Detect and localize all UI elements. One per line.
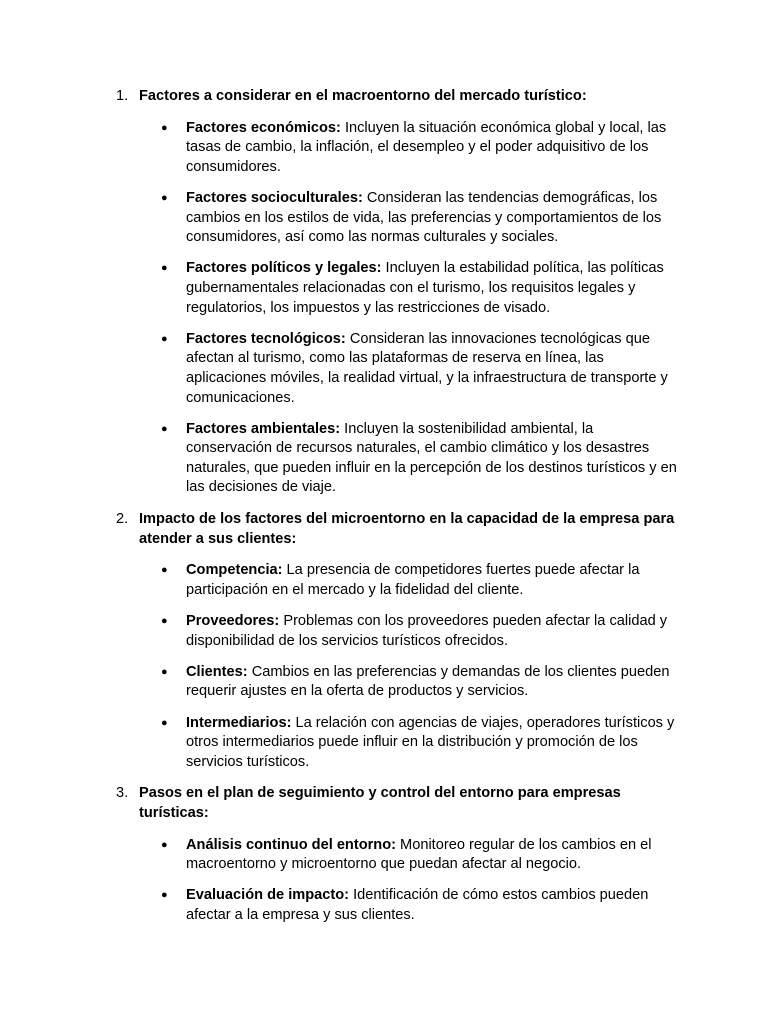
section-1	[116, 87, 678, 498]
bullet-icon: ●	[161, 838, 168, 851]
section-title: Pasos en el plan de seguimiento y control del entorno para empresas turísticas:	[139, 785, 621, 821]
bullet-icon: ●	[161, 564, 168, 577]
item-text: Identificación de cómo estos cambios pueden afectar a la empresa y sus clientes.	[186, 887, 649, 923]
item-text: Incluyen la situación económica global y local, las tasas de cambio, la inflación, el desempleo y el poder adquisitivo de los consumidores.	[186, 119, 667, 175]
bullet-icon: ●	[161, 191, 168, 204]
section-list	[116, 87, 678, 926]
item-label: Factores económicos:	[186, 119, 341, 136]
bullet-icon: ●	[161, 716, 168, 729]
list-item	[161, 836, 678, 875]
section-number: 3.	[116, 785, 129, 802]
item-text: La presencia de competidores fuertes puede afectar la participación en el mercado y la fidelidad del cliente.	[186, 562, 640, 598]
item-text: Incluyen la sostenibilidad ambiental, la conservación de recursos naturales, el cambio climático y los desastres naturales, que pueden influir en la percepción de los destinos turísticos y en las decisiones de viaje.	[186, 420, 677, 496]
item-label: Factores ambientales:	[186, 420, 341, 437]
item-label: Competencia:	[186, 562, 283, 579]
item-text: Monitoreo regular de los cambios en el macroentorno y microentorno que puedan afectar al negocio.	[186, 836, 652, 873]
item-label: Factores socioculturales:	[186, 189, 363, 206]
item-text: Consideran las tendencias demográficas, los cambios en los estilos de vida, las preferencias y comportamientos de los consumidores, así como las normas culturales y sociales.	[186, 189, 662, 246]
section-title: Factores a considerar en el macroentorno del mercado turístico:	[139, 88, 587, 104]
bullet-icon: ●	[161, 615, 168, 628]
bullet-icon: ●	[161, 121, 168, 134]
list-item	[161, 714, 678, 773]
item-text: Consideran las innovaciones tecnológicas que afectan al turismo, como las plataformas de reserva en línea, las aplicaciones móviles, la realidad virtual, y la infraestructura de transporte y comunicaciones.	[186, 330, 668, 406]
section-number: 2.	[116, 511, 129, 528]
section-number: 1.	[116, 88, 129, 104]
item-label: Evaluación de impacto:	[186, 887, 350, 904]
item-text: La relación con agencias de viajes, operadores turísticos y otros intermediarios puede influir en la distribución y promoción de los servicios turísticos.	[186, 714, 675, 770]
item-label: Intermediarios:	[186, 714, 292, 731]
section-title: Impacto de los factores del microentorno en la capacidad de la empresa para atender a sus clientes:	[139, 511, 675, 547]
list-item	[161, 612, 678, 651]
item-label: Análisis continuo del entorno:	[186, 836, 396, 853]
bullet-icon: ●	[161, 262, 168, 275]
bullet-icon: ●	[161, 422, 168, 435]
bullet-icon: ●	[161, 332, 168, 345]
item-label: Clientes:	[186, 663, 248, 680]
item-label: Proveedores:	[186, 613, 280, 630]
section-2	[116, 510, 678, 772]
bullet-icon: ●	[161, 665, 168, 678]
bullet-list	[139, 836, 678, 926]
bullet-icon: ●	[161, 889, 168, 902]
item-text: Cambios en las preferencias y demandas de los clientes pueden requerir ajustes en la oferta de productos y servicios.	[186, 663, 670, 700]
list-item	[161, 663, 678, 702]
bullet-list	[139, 119, 678, 498]
item-text: Incluyen la estabilidad política, las políticas gubernamentales relacionadas con el turismo, los requisitos legales y regulatorios, los impuestos y las restricciones de visado.	[186, 260, 664, 316]
item-label: Factores tecnológicos:	[186, 330, 346, 347]
section-3	[116, 784, 678, 925]
list-item	[161, 259, 678, 318]
list-item	[161, 420, 678, 498]
item-text: Problemas con los proveedores pueden afectar la calidad y disponibilidad de los servicios turísticos ofrecidos.	[186, 613, 668, 649]
list-item	[161, 330, 678, 408]
list-item	[161, 561, 678, 600]
item-label: Factores políticos y legales:	[186, 260, 382, 277]
list-item	[161, 119, 678, 178]
list-item	[161, 189, 678, 248]
list-item	[161, 886, 678, 925]
bullet-list	[139, 561, 678, 772]
